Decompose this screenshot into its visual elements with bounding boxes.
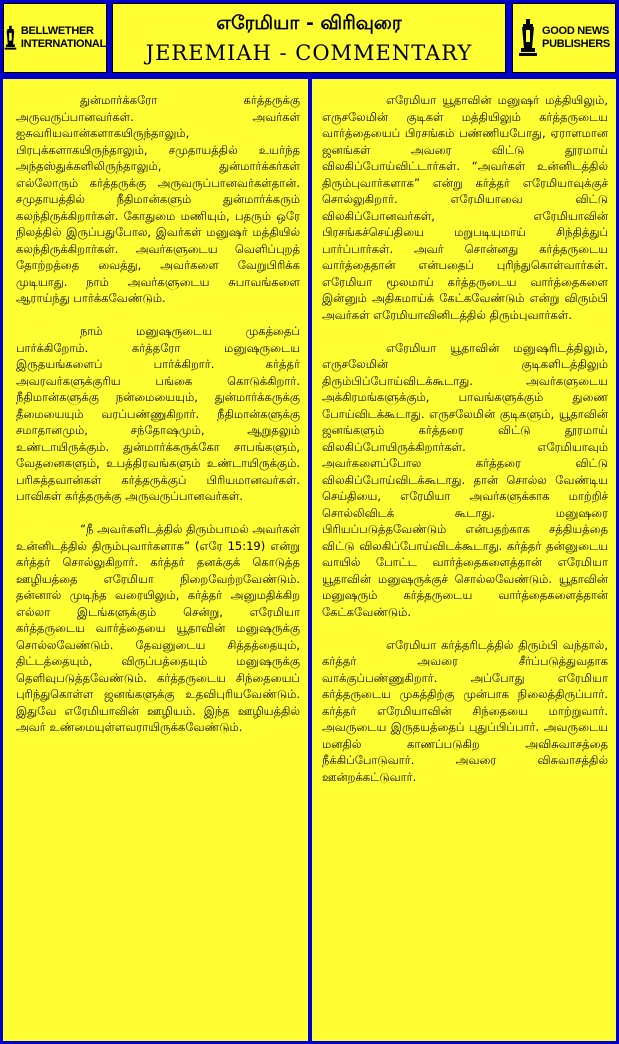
paragraph: எரேமியா யூதாவின் மனுஷர் மத்தியிலும், எருசலேமின் குடிகள் மத்தியிலும் கர்த்தருடைய வார்த்தையைப் பிரசங்கம் பண்ணியபோது, ஏராளமான ஜனங்கள் அவரை விட்டு தூரமாய் விலகிப்போய்விட்டார்கள். “அவர்கள் உன்னிடத்தில் திரும்புவார்களாக” என்று கர்த்தர் எரேமியாவுக்குச் சொல்லுகிறார். எரேமியாவை விட்டு விலகிப்போனவர்கள், எரேமியாவின் பிரசங்கச்செய்தியை மறுபடியுமாய் சிந்தித்துப் பார்ப்பார்கள். அவர் சொன்னது கர்த்தருடைய வார்த்தைதான் என்பதைப் புரிந்துகொள்வார்கள். எரேமியா மூலமாய் கர்த்தருடைய வார்த்தைகளை இன்னும் அதிகமாய்க் கேட்கவேண்டும் என்று விரும்பி அவர்கள் எரேமியாவினிடத்தில் திரும்புவார்கள்.	[322, 93, 608, 322]
logo-left-line1: BELLWETHER	[20, 25, 94, 37]
lantern-icon	[4, 18, 17, 58]
bellwether-logo	[3, 3, 107, 73]
paragraph: “நீ அவர்களிடத்தில் திரும்பாமல் அவர்கள் உன்னிடத்தில் திரும்புவார்களாக” (எரே 15:19) என்று கர்த்தர் சொல்லுகிறார். கர்த்தர் தனக்குக் கொடுத்த ஊழியத்தை எரேமியா நிறைவேற்றவேண்டும். தன்னால் முடிந்த வரையிலும், கர்த்தர் அனுமதிக்கிற எல்லா இடங்களுக்கும் சென்று, எரேமியா கர்த்தருடைய வார்த்தையை யூதாவின் மனுஷருக்கு சொல்லவேண்டும். தேவனுடைய சித்தத்தையும், திட்டத்தையும், விருப்பத்தையும் மனுஷருக்கு தெளிவுபடுத்தவேண்டும். கர்த்தருடைய சிந்தையைப் புரிந்துகொள்ள ஜனங்களுக்கு உதவிபுரியவேண்டும். இதுவே எரேமியாவின் ஊழியம். இந்த ஊழியத்தில் அவர் உண்மையுள்ளவராயிருக்கவேண்டும்.	[16, 522, 300, 734]
logo-right-line1: GOOD NEWS	[542, 25, 610, 37]
page-header	[112, 3, 506, 73]
logo-left-line2: INTERNATIONAL	[20, 38, 106, 50]
paragraph: எரேமியா யூதாவின் மனுஷரிடத்திலும், எருசலேமின் குடிகளிடத்திலும் திரும்பிப்போய்விடக்கூடாது. அவர்களுடைய அக்கிரமங்களுக்கும், பாவங்களுக்கும் துணை போய்விடக்கூடாது. எருசலேமின் குடிகளும், யூதாவின் ஜனங்களும் கர்த்தரை விட்டு தூரமாய் விலகிப்போயிருக்கிறார்கள். எரேமியாவும் அவர்களைப்போல கர்த்தரை விட்டு விலகிப்போய்விடக்கூடாது. தான் சொல்ல வேண்டிய செய்தியை, எரேமியா அவர்களுக்காக மாற்றிச் சொல்லிவிடக் கூடாது. மனுஷரை பிரியப்படுத்தவேண்டும் என்பதற்காக சத்தியத்தை விட்டு விலகிப்போய்விடக்கூடாது. கர்த்தர் தன்னுடைய வாயில் போட்ட வார்த்தைகளைத்தான் எரேமியா யூதாவின் மனுஷருக்குச் சொல்லவேண்டும். யூதாவின் மனுஷரும் கர்த்தருடைய வார்த்தைகளைத்தான் கேட்கவேண்டும்.	[322, 340, 608, 619]
right-column	[312, 79, 616, 1041]
paragraph: நாம் மனுஷருடைய முகத்தைப் பார்க்கிறோம். கர்த்தரோ மனுஷருடைய இருதயங்களைப் பார்க்கிறார். கர்த்தர் அவரவர்களுக்குரிய பங்கை கொடுக்கிறார். நீதிமான்களுக்கு நன்மையையும், துன்மார்க்கருக்கு தீமையையும் வரப்பண்ணுகிறார். நீதிமான்களுக்கு சமாதானமும், சந்தோஷமும், ஆறுதலும் உண்டாயிருக்கும். துன்மார்க்கருக்கோ சாபங்களும், வேதனைகளும், உபத்திரவங்களும் உண்டாயிருக்கும். பரிசுத்தவான்கள் கர்த்தருக்குப் பிரியமானவர்கள். பாவிகள் கர்த்தருக்கு அருவருப்பானவர்கள்.	[16, 324, 300, 503]
paragraph: எரேமியா கர்த்தரிடத்தில் திரும்பி வந்தால், கர்த்தர் அவரை சீர்ப்படுத்துவதாக வாக்குப்பண்ணுகிறார். அப்போது எரேமியா கர்த்தருடைய முகத்திற்கு முன்பாக நிலைத்திருப்பார். கர்த்தர் எரேமியாவின் சிந்தையை மாற்றுவார். அவருடைய இருதயத்தைப் புதுப்பிப்பார். அவருடைய மனதில் காணப்படுகிற அவிசுவாசத்தை நீக்கிப்போடுவார். அவரை விசுவாசத்தில் ஊன்றக்கட்டுவார்.	[322, 637, 608, 784]
title-english: JEREMIAH - COMMENTARY	[145, 41, 473, 65]
good-news-logo	[512, 3, 616, 73]
lantern-icon	[518, 18, 538, 58]
paragraph: துன்மார்க்கரோ கர்த்தருக்கு அருவருப்பானவர்கள். அவர்கள் ஐசுவரியவான்களாகயிருந்தாலும், பிரபுக்களாகயிருந்தாலும், சமுதாயத்தில் உயர்ந்த அந்தஸ்துக்களிலிருந்தாலும், துன்மார்க்கர்கள் எல்லோரும் கர்த்தருக்கு அருவருப்பானவர்கள்தான். சமுதாயத்தில் நீதிமான்களும் துன்மார்க்கரும் கலந்திருக்கிறார்கள். கோதுமை மணியும், பதரும் ஒரே நிலத்தில் இருப்பதுபோல, இவர்கள் மனுஷர் மத்தியில் கலந்திருக்கிறார்கள். அவர்களுடைய வெளிப்புறத் தோற்றத்தை வைத்து, அவர்களை வேறுபிரிக்க முடியாது. நாம் அவர்களுடைய சுபாவங்களை ஆராய்ந்து பார்க்கவேண்டும்.	[16, 93, 300, 305]
title-tamil: எரேமியா - விரிவுரை	[216, 12, 402, 34]
left-column	[3, 79, 308, 1041]
logo-right-line2: PUBLISHERS	[542, 38, 610, 50]
